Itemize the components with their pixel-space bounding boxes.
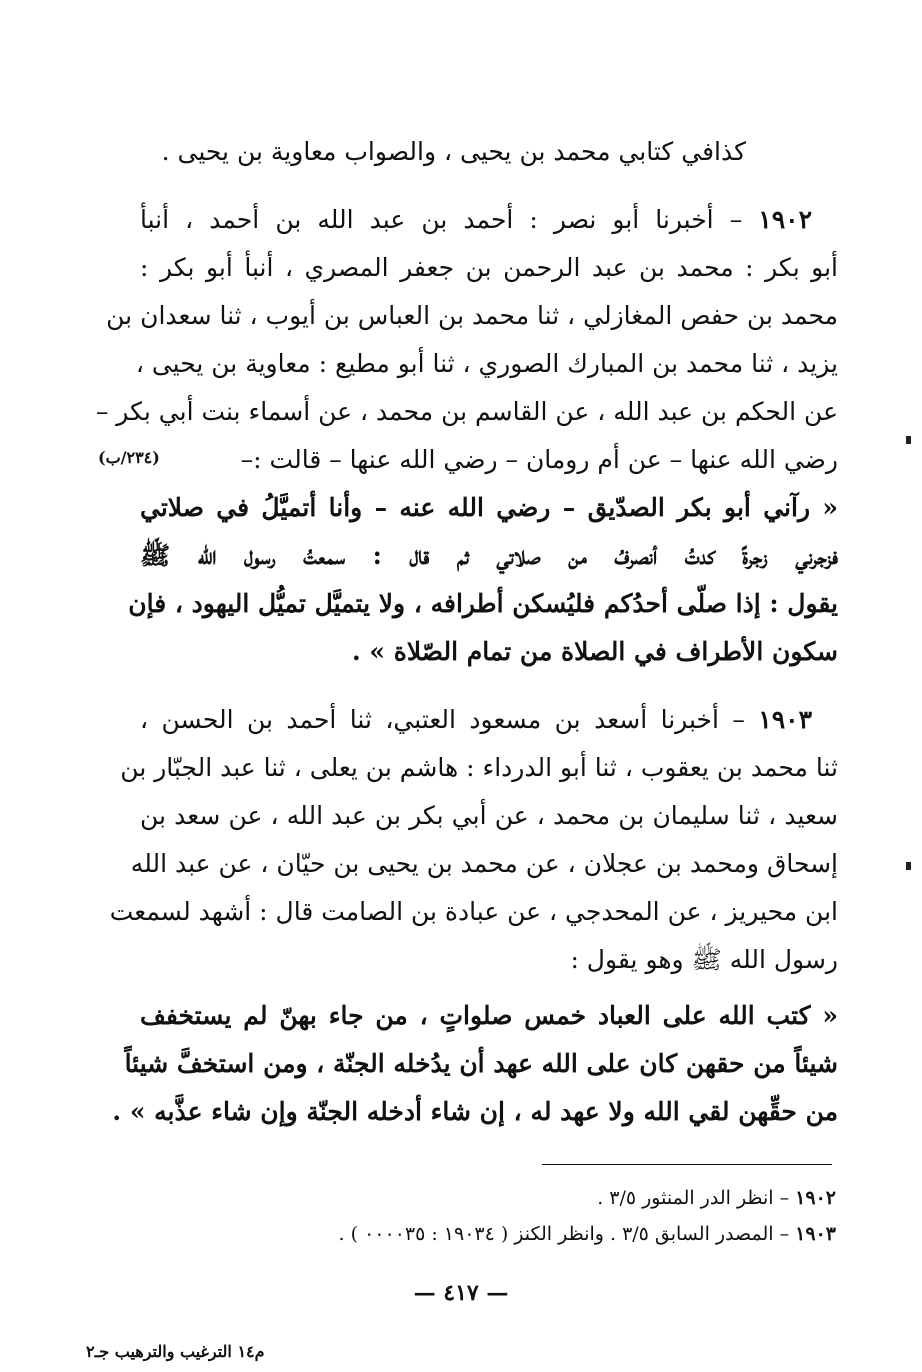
- hadith-1902-line-1: [140, 196, 838, 244]
- hadith-1902-line-6: رضي الله عنها – عن أم رومان – رضي الله عنها – قالت :–: [240, 445, 838, 474]
- hadith-1902-line-4: يزيد ، ثنا محمد بن المبارك الصوري ، ثنا أبو مطيع : معاوية بن يحيى ،: [135, 349, 838, 378]
- hadith-1902-matn-line-4: سكون الأطراف في الصلاة من تمام الصّلاة » .: [352, 637, 838, 666]
- hadith-1902-line-3: محمد بن حفص المغازلي ، ثنا محمد بن العباس بن أيوب ، ثنا سعدان بن: [106, 301, 838, 330]
- hadith-1903-matn-line-1: « كتب الله على العباد خمس صلواتٍ ، من جاء بهنّ لم يستخفف: [140, 1001, 838, 1030]
- margin-tick-mark: [906, 862, 911, 870]
- hadith-1902-matn-line-2: فزجرني زجرةً كدتُ أنصرفُ من صلاتي ثم قال : سمعتُ رسول الله ﷺ: [140, 541, 838, 570]
- hadith-1902-matn: [128, 484, 838, 676]
- footnote-1902: [339, 1180, 836, 1216]
- footnote-1903-text: – المصدر السابق ٣/٥ . وانظر الكنز ( ١٩٠٣٤ : ٠٠٠٠٣٥ ) .: [338, 1223, 790, 1245]
- margin-tick-mark: [906, 436, 911, 444]
- hadith-1903-isnad: [109, 696, 838, 984]
- footnotes: [339, 1180, 836, 1252]
- hadith-1903-matn: [112, 992, 838, 1136]
- footnote-1903: [339, 1216, 836, 1252]
- page-number: — ٤١٧ —: [413, 1280, 509, 1306]
- hadith-1902-number: ١٩٠٢: [758, 205, 812, 234]
- hadith-1903-line-3: سعيد ، ثنا سليمان بن محمد ، عن أبي بكر بن عبد الله ، عن سعد بن: [140, 801, 838, 830]
- margin-folio-marker: (٢٣٤/ب): [98, 448, 160, 467]
- hadith-1902-line-5: عن الحكم بن عبد الله ، عن القاسم بن محمد ، عن أسماء بنت أبي بكر –: [95, 397, 838, 426]
- hadith-1903-line-1: [140, 696, 838, 744]
- printer-signature: م١٤ الترغيب والترهيب جـ٢: [86, 1342, 265, 1361]
- intro-paragraph: [161, 128, 746, 176]
- hadith-1902-matn-line-3: يقول : إذا صلّى أحدُكم فليُسكن أطرافه ، ولا يتميَّل تميُّل اليهود ، فإن: [128, 589, 838, 618]
- hadith-1903-line-6: رسول الله ﷺ وهو يقول :: [570, 945, 838, 974]
- hadith-1903-matn-line-3: من حقِّهن لقي الله ولا عهد له ، إن شاء أدخله الجنّة وإن شاء عذَّبه » .: [112, 1097, 838, 1126]
- hadith-1902-line-1-text: – أخبرنا أبو نصر : أحمد بن عبد الله بن أحمد ، أنبأ: [140, 205, 743, 234]
- hadith-1903-line-2: ثنا محمد بن يعقوب ، ثنا أبو الدرداء : هاشم بن يعلى ، ثنا عبد الجبّار بن: [120, 753, 838, 782]
- hadith-1902-matn-line-1: « رآني أبو بكر الصدّيق – رضي الله عنه – وأنا أتميَّلُ في صلاتي: [140, 493, 838, 522]
- hadith-1903-line-5: ابن محيريز ، عن المحدجي ، عن عبادة بن الصامت قال : أشهد لسمعت: [109, 897, 838, 926]
- hadith-1903-line-4: إسحاق ومحمد بن عجلان ، عن محمد بن يحيى بن حيّان ، عن عبد الله: [130, 849, 838, 878]
- hadith-1903-line-1-text: – أخبرنا أسعد بن مسعود العتبي، ثنا أحمد بن الحسن ،: [140, 705, 745, 734]
- intro-line: كذافي كتابي محمد بن يحيى ، والصواب معاوية بن يحيى .: [161, 137, 746, 166]
- footnote-1902-text: – انظر الدر المنثور ٣/٥ .: [597, 1187, 790, 1209]
- footnote-1902-number: ١٩٠٢: [795, 1187, 836, 1209]
- footnote-1903-number: ١٩٠٣: [795, 1223, 836, 1245]
- footnote-separator: [542, 1164, 832, 1165]
- hadith-1903-matn-line-2: شيئاً من حقهن كان على الله عهد أن يدُخله الجنّة ، ومن استخفَّ شيئاً: [124, 1049, 838, 1078]
- hadith-1902-line-2: أبو بكر : محمد بن عبد الرحمن بن جعفر المصري ، أنبأ أبو بكر :: [140, 253, 838, 282]
- hadith-1903-number: ١٩٠٣: [758, 705, 812, 734]
